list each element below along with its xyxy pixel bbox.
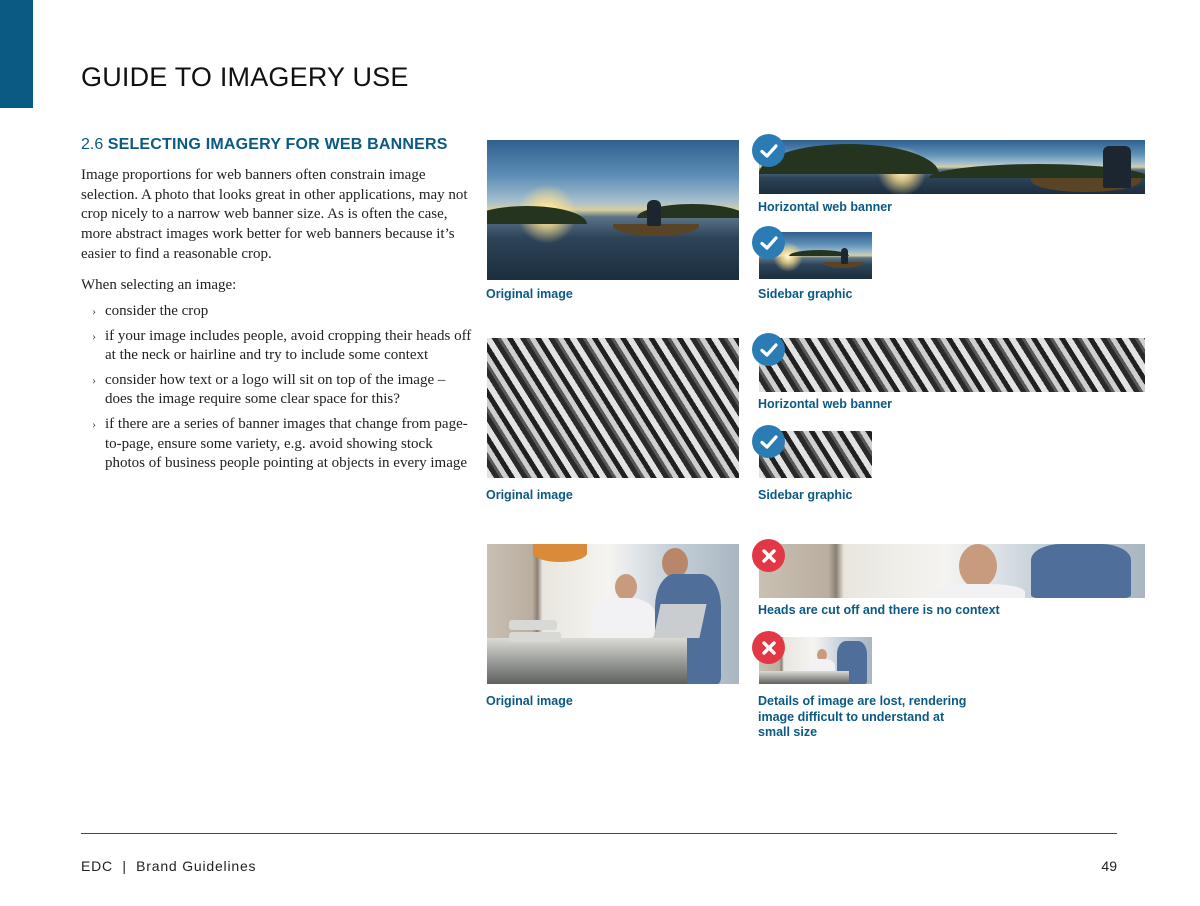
paddler [1103, 146, 1131, 188]
section-title: SELECTING IMAGERY FOR WEB BANNERS [107, 136, 448, 153]
cars-original-caption: Original image [486, 488, 573, 502]
lake-original-caption: Original image [486, 287, 573, 301]
list-item-text: if your image includes people, avoid cropping their heads off at the neck or hairline and try to include some context [105, 327, 472, 364]
cross-icon [760, 547, 778, 565]
lake-sidebar-caption: Sidebar graphic [758, 287, 853, 301]
list-item [92, 327, 472, 366]
list-item-text: consider how text or a logo will sit on top of the image – does the image require some clear space for this? [105, 371, 446, 408]
approved-badge [752, 333, 785, 366]
section-heading [81, 136, 448, 154]
check-icon [759, 141, 779, 161]
rejected-badge [752, 539, 785, 572]
section-number: 2.6 [81, 136, 104, 153]
bullet-chevron-icon: › [92, 416, 96, 431]
page-title: GUIDE TO IMAGERY USE [81, 62, 409, 92]
check-icon [759, 340, 779, 360]
cars-original-image [487, 338, 739, 478]
office-sidebar-caption: Details of image are lost, rendering image difficult to understand at small size [758, 694, 967, 739]
desk [759, 671, 849, 684]
check-icon [759, 432, 779, 452]
seated-man-head [959, 544, 997, 588]
standing-man [1031, 544, 1131, 598]
list-item-text: if there are a series of banner images that change from page-to-page, ensure some variety, e.g. avoid showing stock photos of business people pointing at objects in every image [105, 415, 468, 472]
paddler [841, 248, 848, 264]
approved-badge [752, 226, 785, 259]
office-banner-image [759, 544, 1145, 598]
desk [487, 638, 687, 684]
list-item [92, 371, 472, 410]
footer-brand: EDC | Brand Guidelines [81, 858, 257, 874]
intro-paragraph: Image proportions for web banners often constrain image selection. A photo that looks great in other applications, may not crop nicely to a narrow web banner size. As is often the case, more abstract images work better for web banners because it’s easier to find a reasonable crop. [81, 167, 468, 262]
paddler [647, 200, 661, 226]
seated-man [591, 598, 655, 638]
seated-man-head [615, 574, 637, 600]
guideline-list [92, 302, 472, 479]
bullet-chevron-icon: › [92, 328, 96, 343]
cars-sidebar-caption: Sidebar graphic [758, 488, 853, 502]
rejected-badge [752, 631, 785, 664]
cross-icon [760, 639, 778, 657]
cars-banner-image [759, 338, 1145, 392]
lake-banner-image [759, 140, 1145, 194]
footer-divider [81, 833, 1117, 834]
page-number: 49 [1101, 858, 1117, 874]
lake-original-image [487, 140, 739, 280]
shoreline [789, 250, 849, 256]
cars-banner-caption: Horizontal web banner [758, 397, 893, 411]
office-banner-caption: Heads are cut off and there is no context [758, 603, 1000, 617]
bullets-lead: When selecting an image: [81, 277, 237, 293]
lamp [533, 544, 587, 562]
office-original-image [487, 544, 739, 684]
seated-man [935, 584, 1025, 598]
binders [509, 632, 561, 642]
list-item [92, 415, 472, 474]
corner-tab [0, 0, 33, 108]
lake-banner-caption: Horizontal web banner [758, 200, 893, 214]
binders [509, 620, 557, 630]
check-icon [759, 233, 779, 253]
bullet-chevron-icon: › [92, 372, 96, 387]
approved-badge [752, 425, 785, 458]
office-original-caption: Original image [486, 694, 573, 708]
approved-badge [752, 134, 785, 167]
list-item-text: consider the crop [105, 303, 209, 319]
bullet-chevron-icon: › [92, 304, 96, 318]
laptop [653, 604, 706, 638]
list-item [92, 302, 472, 322]
